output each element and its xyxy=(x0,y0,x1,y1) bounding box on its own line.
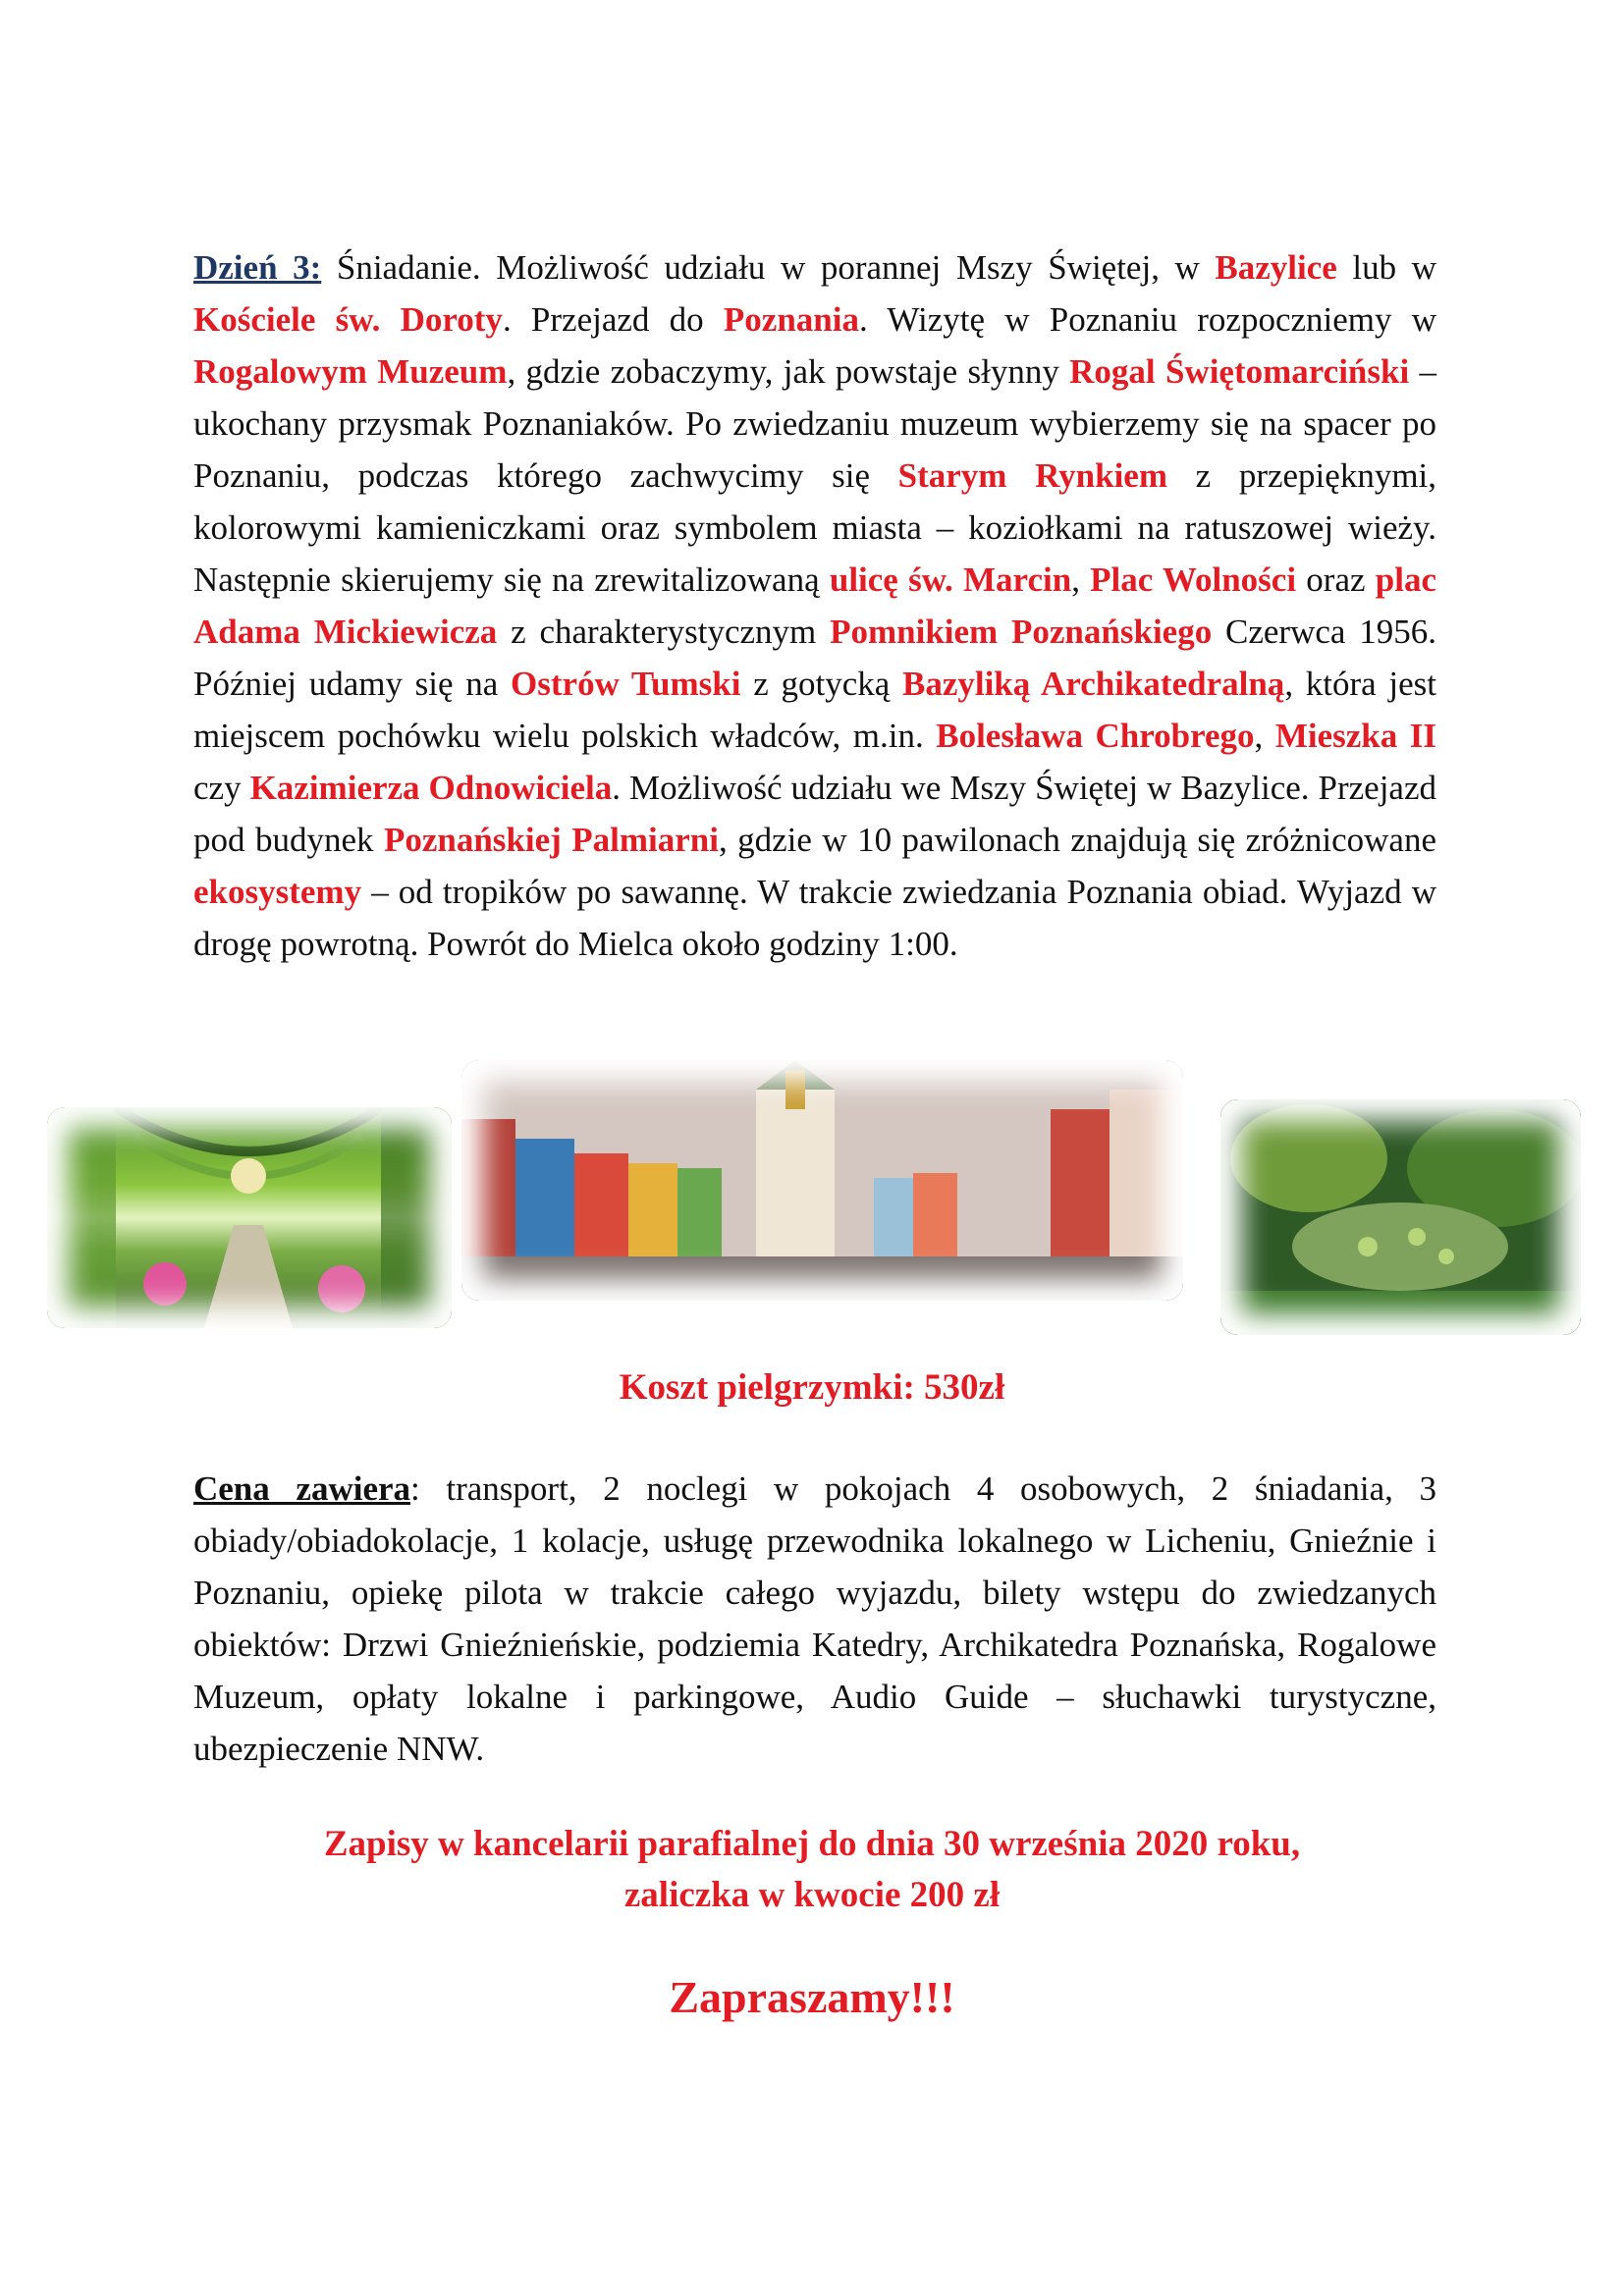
body-text: , xyxy=(1071,561,1091,599)
palm-house-arcade-illustration xyxy=(47,1107,452,1328)
highlight-text: Pomnikiem Poznańskiego xyxy=(830,613,1213,651)
price-includes-paragraph xyxy=(193,1463,1436,1775)
day3-label: Dzień 3: xyxy=(193,248,322,287)
highlight-text: Kazimierza Odnowiciela xyxy=(249,769,613,807)
signup-notice xyxy=(0,1819,1624,1921)
body-text: – od tropików po sawannę. W trakcie zwiedzania Poznania obiad. Wyjazd w drogę powrotną. Powrót do Mielca około godziny 1:00. xyxy=(193,873,1436,963)
day3-paragraph xyxy=(193,241,1436,970)
highlight-text: ulicę św. Marcin xyxy=(829,561,1072,599)
highlight-text: Starym Rynkiem xyxy=(897,456,1167,495)
highlight-text: Mieszka II xyxy=(1274,717,1436,755)
highlight-text: Bolesława Chrobrego xyxy=(936,717,1255,755)
day3-body xyxy=(193,248,1436,963)
highlight-text: ekosystemy xyxy=(193,873,362,911)
body-text: , która jest miejscem pochówku wielu polskich władców, m.in. xyxy=(193,665,1437,755)
highlight-text: Rogal Świętomarciński xyxy=(1069,352,1410,391)
body-text: Czerwca 1956. Później udamy się na xyxy=(193,613,1436,703)
palm-house-arcade-photo xyxy=(47,1107,452,1328)
highlight-text: Plac Wolności xyxy=(1090,561,1297,599)
body-text: czy xyxy=(193,769,250,807)
price-includes-label: Cena zawiera xyxy=(193,1469,411,1508)
palm-house-pond-photo xyxy=(1220,1099,1581,1335)
price-includes-text: : transport, 2 noclegi w pokojach 4 osobowych, 2 śniadania, 3 obiady/obiadokolacje, 1 kolacje, usługę przewodnika lokalnego w Licheniu, Gnieźnie i Poznaniu, opiekę pilota w trakcie całego wyjazdu, bilety wstępu do zwiedzanych obiektów: Drzwi Gnieźnieńskie, podziemia Katedry, Archikatedra Poznańska, Rogalowe Muzeum, opłaty lokalne i parkingowe, Audio Guide – słuchawki turystyczne, ubezpieczenie NNW. xyxy=(193,1469,1436,1768)
body-text: oraz xyxy=(1296,561,1376,599)
body-text: , xyxy=(1254,717,1275,755)
body-text: z przepięknymi, kolorowymi kamieniczkami oraz symbolem miasta – koziołkami na ratuszowej wieży. Następnie skierujemy się na zrewitalizowaną xyxy=(193,456,1437,599)
old-market-square-photo xyxy=(461,1060,1183,1301)
body-text: – ukochany przysmak Poznaniaków. Po zwiedzaniu muzeum wybierzemy się na spacer po Poznaniu, podczas którego zachwycimy się xyxy=(193,352,1437,495)
body-text: , gdzie w 10 pawilonach znajdują się zróżnicowane xyxy=(718,821,1436,859)
body-text: . Wizytę w Poznaniu rozpoczniemy w xyxy=(858,300,1437,339)
body-text: z gotycką xyxy=(740,665,902,703)
signup-line-2: zaliczka w kwocie 200 zł xyxy=(623,1875,1001,1915)
body-text: . Możliwość udziału we Mszy Świętej w Bazylice. Przejazd pod budynek xyxy=(193,769,1437,859)
palm-house-pond-illustration xyxy=(1220,1099,1581,1335)
body-text: lub w xyxy=(1336,248,1436,287)
highlight-text: Poznańskiej Palmiarni xyxy=(383,821,719,859)
highlight-text: Bazyliką Archikatedralną xyxy=(901,665,1285,703)
highlight-text: Bazylice xyxy=(1215,248,1337,287)
invitation: Zapraszamy!!! xyxy=(669,1972,955,2022)
highlight-text: Ostrów Tumski xyxy=(511,665,741,703)
old-market-square-illustration xyxy=(461,1060,1183,1301)
highlight-text: plac Adama Mickiewicza xyxy=(193,561,1436,651)
highlight-text: Kościele św. Doroty xyxy=(193,300,503,339)
highlight-text: Rogalowym Muzeum xyxy=(193,352,508,391)
trip-cost: Koszt pielgrzymki: 530zł xyxy=(619,1367,1005,1408)
photo-strip xyxy=(0,1060,1624,1335)
signup-line-1: Zapisy w kancelarii parafialnej do dnia 30 września 2020 roku, xyxy=(323,1824,1301,1864)
body-text: . Przejazd do xyxy=(502,300,724,339)
highlight-text: Poznania xyxy=(723,300,859,339)
body-text: , gdzie zobaczymy, jak powstaje słynny xyxy=(507,352,1070,391)
body-text: Śniadanie. Możliwość udziału w porannej Mszy Świętej, w xyxy=(321,248,1216,287)
body-text: z charakterystycznym xyxy=(497,613,831,651)
